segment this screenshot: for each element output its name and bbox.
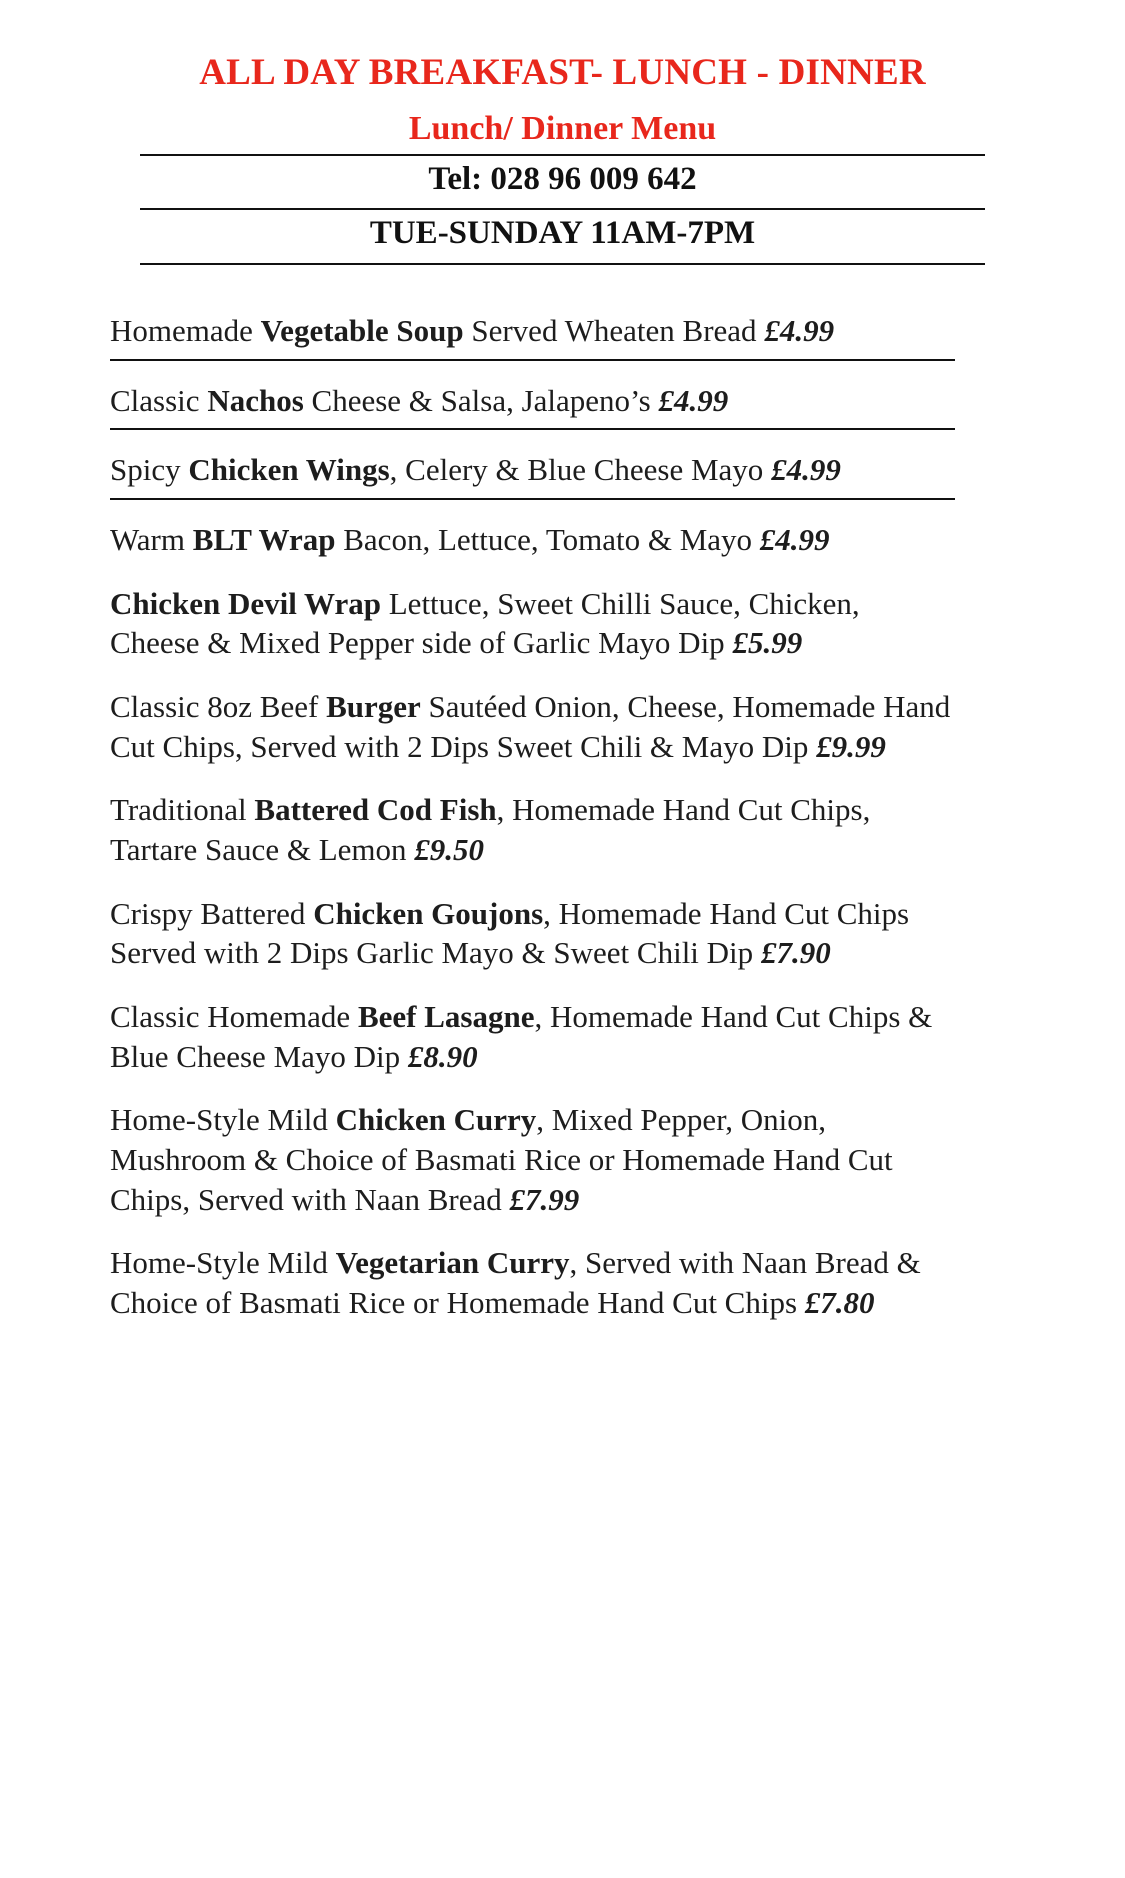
header-divider-3: [140, 263, 985, 265]
menu-item-description: Traditional: [110, 792, 255, 828]
menu-item-description: , Homemade Hand Cut Chips, Tartare Sauce & Lemon: [110, 792, 871, 867]
menu-item: [110, 1243, 955, 1328]
menu-item-description: Warm: [110, 521, 193, 557]
menu-item-description: Home-Style Mild: [110, 1245, 336, 1281]
menu-item: [110, 381, 955, 431]
menu-item-price: £8.90: [407, 1038, 478, 1074]
menu-item-name: Vegetable Soup: [260, 312, 464, 348]
menu-item-description: Home-Style Mild: [110, 1102, 336, 1138]
menu-item: [110, 450, 955, 500]
menu-item-name: Burger: [326, 688, 421, 724]
menu-item-list: [110, 311, 1015, 1329]
menu-item-price: £7.80: [804, 1284, 875, 1320]
menu-item-name: Vegetarian Curry: [335, 1245, 570, 1281]
menu-item-description: Classic Homemade: [110, 998, 358, 1034]
menu-item-description: Cheese & Salsa, Jalapeno’s: [303, 382, 659, 418]
menu-item-price: £9.99: [816, 728, 886, 764]
menu-item-price: £7.99: [509, 1181, 580, 1217]
phone-number: Tel: 028 96 009 642: [428, 160, 697, 197]
menu-item: [110, 584, 955, 669]
menu-item-price: £4.99: [658, 382, 729, 418]
menu-item-description: Crispy Battered: [110, 895, 314, 931]
menu-item-name: Chicken Wings: [188, 452, 390, 488]
menu-item: [110, 1100, 955, 1225]
menu-item-description: , Homemade Hand Cut Chips & Blue Cheese Mayo Dip: [110, 998, 933, 1074]
menu-item-description: Bacon, Lettuce, Tomato & Mayo: [335, 521, 760, 557]
menu-item-price: £4.99: [771, 452, 841, 488]
menu-header: [140, 52, 985, 265]
menu-item-name: Beef Lasagne: [357, 998, 535, 1034]
menu-item: [110, 520, 955, 566]
menu-item-description: Classic: [110, 382, 208, 418]
menu-item-description: , Mixed Pepper, Onion, Mushroom & Choice of Basmati Rice or Homemade Hand Cut Chips, Served with Naan Bread: [110, 1102, 893, 1217]
menu-item: [110, 790, 955, 875]
menu-item-price: £4.99: [759, 521, 830, 557]
menu-item-description: Lettuce, Sweet Chilli Sauce, Chicken, Cheese & Mixed Pepper side of Garlic Mayo Dip: [110, 585, 860, 661]
menu-item-name: Nachos: [207, 382, 304, 418]
menu-item-name: Chicken Goujons: [313, 895, 544, 931]
menu-item-price: £5.99: [732, 625, 803, 661]
menu-item-description: Sautéed Onion, Cheese, Homemade Hand Cut Chips, Served with 2 Dips Sweet Chili & Mayo Dip: [110, 688, 951, 764]
menu-item-description: Served Wheaten Bread: [463, 312, 765, 348]
menu-item-name: BLT Wrap: [192, 521, 336, 557]
menu-item: [110, 311, 955, 361]
menu-item: [110, 687, 955, 772]
opening-hours: TUE-SUNDAY 11AM-7PM: [369, 215, 756, 252]
menu-item-description: Classic 8oz Beef: [110, 688, 327, 724]
menu-subtitle: Lunch/ Dinner Menu: [408, 109, 717, 147]
menu-item: [110, 894, 955, 979]
menu-item-description: Spicy: [110, 452, 189, 488]
menu-item-name: Battered Cod Fish: [254, 792, 497, 828]
menu-item-price: £7.90: [760, 935, 831, 971]
menu-item-price: £9.50: [414, 831, 484, 867]
menu-item-name: Chicken Devil Wrap: [110, 585, 381, 621]
menu-item-description: , Celery & Blue Cheese Mayo: [389, 452, 772, 488]
menu-item: [110, 997, 955, 1082]
menu-item-price: £4.99: [764, 312, 835, 348]
menu-item-description: , Homemade Hand Cut Chips Served with 2 Dips Garlic Mayo & Sweet Chili Dip: [110, 895, 910, 971]
page-title: ALL DAY BREAKFAST- LUNCH - DINNER: [199, 52, 926, 93]
menu-item-name: Chicken Curry: [335, 1102, 537, 1138]
menu-item-description: , Served with Naan Bread & Choice of Basmati Rice or Homemade Hand Cut Chips: [110, 1245, 921, 1320]
menu-item-description: Homemade: [110, 312, 261, 348]
